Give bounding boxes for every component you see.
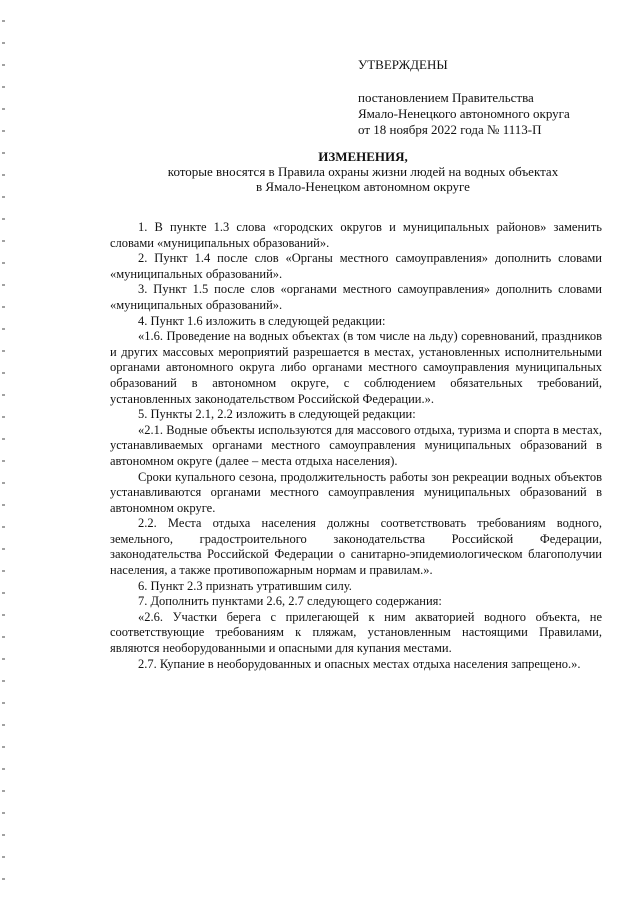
paragraph: «2.6. Участки берега с прилегающей к ним акваторией водного объекта, не соответствующие требованиям к пляжам, установленным настоящими Правилами, являются необорудованными и опасными для купания местами.: [110, 609, 602, 656]
document-body: [110, 220, 602, 672]
approval-line: Ямало-Ненецкого автономного округа: [358, 106, 570, 121]
approval-title: УТВЕРЖДЕНЫ: [358, 57, 448, 72]
paragraph: 7. Дополнить пунктами 2.6, 2.7 следующего содержания:: [138, 594, 442, 609]
paragraph: 2.7. Купание в необорудованных и опасных местах отдыха населения запрещено.».: [138, 656, 581, 671]
paragraph: 2.2. Места отдыха населения должны соответствовать требованиям водного, земельного, градостроительного законодательства Российской Федерации, законодательства Российской Федерации о санитарно-эпидемиологическом благополучии населения, а также противопожарным нормам и правилам.».: [110, 516, 602, 578]
paragraph: 5. Пункты 2.1, 2.2 изложить в следующей редакции:: [138, 407, 416, 422]
document-heading: [0, 149, 640, 194]
document-title: ИЗМЕНЕНИЯ,: [318, 149, 408, 164]
paragraph: «2.1. Водные объекты используются для массового отдыха, туризма и спорта в местах, устанавливаемых органами местного самоуправления муниципальных образований в автономном округе (далее – места отдыха населения).: [110, 422, 602, 468]
document-subtitle-line: в Ямало-Ненецком автономном округе: [256, 179, 470, 194]
paragraph: 2. Пункт 1.4 после слов «Органы местного самоуправления» дополнить словами «муниципальных образований».: [110, 251, 602, 281]
paragraph: «1.6. Проведение на водных объектах (в том числе на льду) соревнований, праздников и других массовых мероприятий разрешается в местах, установленных исполнительными органами автономного округа либо органами местного самоуправления муниципальных образований в автономном округе, с соблюдением обязательных требований, установленных законодательством Российской Федерации.».: [110, 329, 602, 406]
document-subtitle-line: которые вносятся в Правила охраны жизни людей на водных объектах: [167, 164, 559, 179]
approval-line: постановлением Правительства: [358, 90, 534, 105]
paragraph: 6. Пункт 2.3 признать утратившим силу.: [138, 578, 352, 593]
approval-line: от 18 ноября 2022 года № 1113-П: [358, 122, 542, 137]
paragraph: Сроки купального сезона, продолжительность работы зон рекреации водных объектов устанавливаются органами местного самоуправления муниципальных образований в автономном округе.: [110, 469, 602, 515]
approval-block: [358, 57, 628, 138]
paragraph: 4. Пункт 1.6 изложить в следующей редакции:: [138, 313, 386, 328]
paragraph: 3. Пункт 1.5 после слов «органами местного самоуправления» дополнить словами «муниципальных образований».: [110, 282, 602, 312]
paragraph: 1. В пункте 1.3 слова «городских округов и муниципальных районов» заменить словами «муниципальных образований».: [110, 220, 602, 250]
